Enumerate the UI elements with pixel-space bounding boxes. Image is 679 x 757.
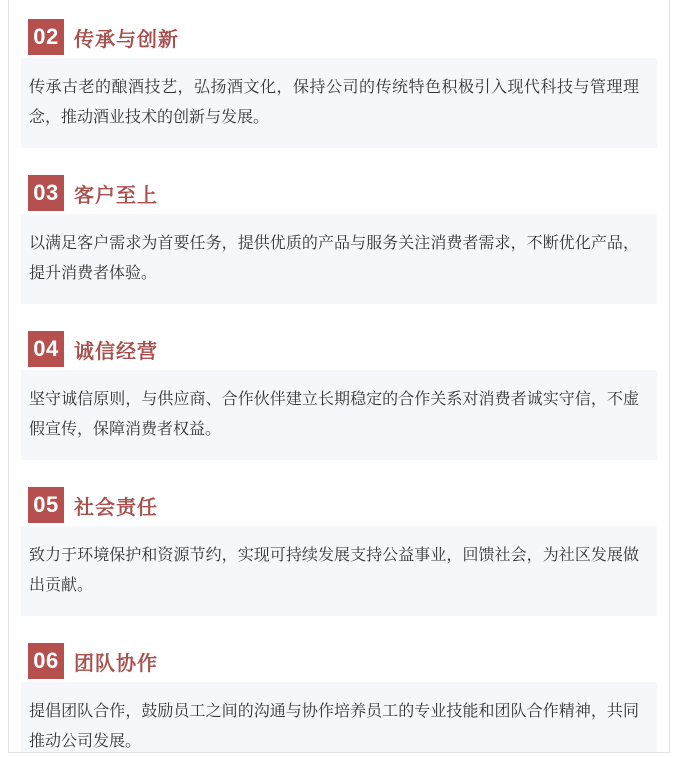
sections-list: [9, 0, 669, 753]
section-number: 03: [33, 180, 59, 205]
section-header: [21, 480, 657, 523]
section-paragraph: 传承古老的酿酒技艺，弘扬酒文化，保持公司的传统特色积极引入现代科技与管理理念，推动酒业技术的创新与发展。: [21, 58, 657, 148]
section-title: 社会责任: [74, 496, 158, 519]
section-header: [21, 12, 657, 55]
section-header: [21, 324, 657, 367]
section: [21, 636, 657, 753]
section-number-badge: [28, 487, 64, 523]
section-number-badge: [28, 331, 64, 367]
section-number: 06: [33, 648, 59, 673]
section-header: [21, 168, 657, 211]
section-number-badge: [28, 643, 64, 679]
section-title: 传承与创新: [74, 28, 179, 51]
section-title: 诚信经营: [74, 340, 158, 363]
section: [21, 324, 657, 460]
section-number: 05: [33, 492, 59, 517]
section-paragraph: 致力于环境保护和资源节约，实现可持续发展支持公益事业，回馈社会，为社区发展做出贡献。: [21, 526, 657, 616]
section: [21, 12, 657, 148]
section-number-badge: [28, 19, 64, 55]
section-title: 客户至上: [74, 184, 158, 207]
section-number: 02: [33, 24, 59, 49]
section: [21, 480, 657, 616]
page-frame: [8, 0, 670, 753]
section: [21, 168, 657, 304]
section-number: 04: [33, 336, 59, 361]
section-paragraph: 坚守诚信原则，与供应商、合作伙伴建立长期稳定的合作关系对消费者诚实守信，不虚假宣传，保障消费者权益。: [21, 370, 657, 460]
section-number-badge: [28, 175, 64, 211]
section-paragraph: 以满足客户需求为首要任务，提供优质的产品与服务关注消费者需求，不断优化产品，提升消费者体验。: [21, 214, 657, 304]
section-header: [21, 636, 657, 679]
section-paragraph: 提倡团队合作，鼓励员工之间的沟通与协作培养员工的专业技能和团队合作精神，共同推动公司发展。: [21, 682, 657, 753]
section-title: 团队协作: [74, 652, 158, 675]
